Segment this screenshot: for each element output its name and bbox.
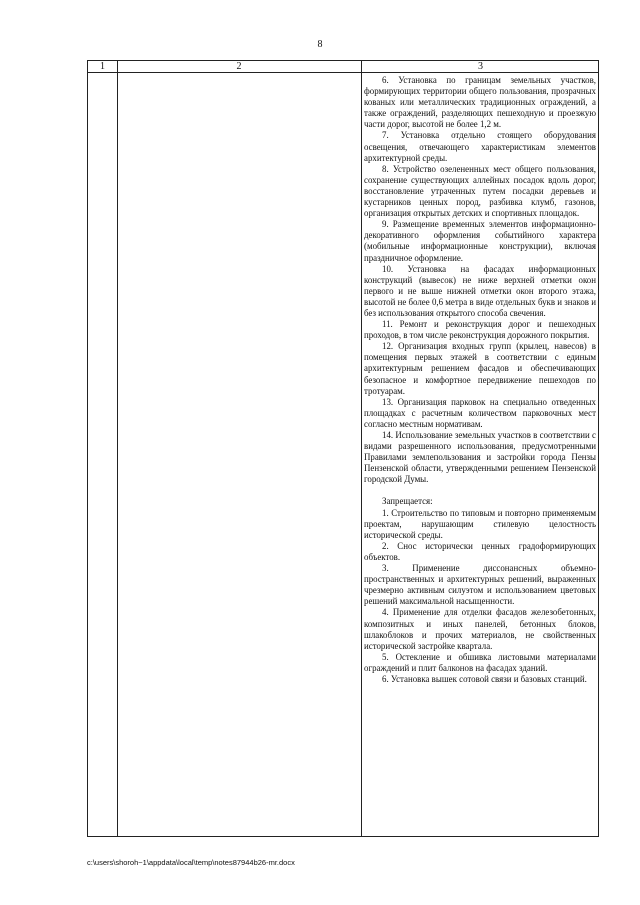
file-path-footer: c:\users\shoroh~1\appdata\local\temp\notes87944b26-mr.docx — [87, 858, 295, 867]
column-divider — [117, 61, 118, 836]
permitted-item: 7. Установка отдельно стоящего оборудования освещения, отвечающего характеристикам элементов архитектурной среды. — [364, 130, 596, 163]
header-col-1: 1 — [100, 61, 105, 72]
table-header-row — [88, 61, 598, 73]
prohibited-title: Запрещается: — [382, 496, 433, 507]
permitted-item: 11. Ремонт и реконструкция дорог и пешеходных проходов, в том числе реконструкция дорожного покрытия. — [364, 319, 596, 341]
permitted-item: 13. Организация парковок на специально отведенных площадках с расчетным количеством парковочных мест согласно местным нормативам. — [364, 396, 596, 429]
header-col-2: 2 — [236, 61, 242, 72]
header-col-3: 3 — [478, 61, 483, 72]
prohibited-item: 3. Применение диссонансных объемно-пространственных и архитектурных решений, выраженных чрезмерно активным силуэтом и использованием цветовых решений максимальной насыщенности. — [364, 563, 596, 607]
permitted-item: 10. Установка на фасадах информационных конструкций (вывесок) не ниже верхней отметки окон первого и не выше нижней отметки окон второго этажа, высотой не более 0,6 метра в виде отдельных букв и знаков и без использования открытого способа свечения. — [364, 263, 596, 318]
permitted-item: 6. Установка по границам земельных участков, формирующих территории общего пользования, прозрачных кованых или металлических традиционных ограждений, а также ограждений, разделяющих пешеходную и проезжую части дорог, высотой не более 1,2 м. — [364, 75, 596, 130]
regulations-table — [87, 60, 599, 837]
column-3-text — [364, 75, 596, 685]
permitted-item: 8. Устройство озелененных мест общего пользования, сохранение существующих аллейных посадок вдоль дорог, восстановление утраченных путем посадки деревьев и кустарников ценных пород, разбивка клумб, газонов, организация открытых детских и спортивных площадок. — [364, 163, 596, 219]
prohibited-item: 4. Применение для отделки фасадов железобетонных, композитных и иных панелей, бетонных блоков, шлакоблоков и прочих материалов, не свойственных исторической застройке квартала. — [364, 607, 596, 651]
column-divider — [361, 61, 362, 836]
permitted-item: 12. Организация входных групп (крылец, навесов) в помещения первых этажей в соответствии с единым архитектурным решением фасадов и обеспечивающих безопасное и комфортное передвижение пешеходов по тротуарам. — [364, 341, 596, 396]
prohibited-item: 2. Снос исторически ценных градоформирующих объектов. — [364, 540, 596, 562]
prohibited-item: 6. Установка вышек сотовой связи и базовых станций. — [382, 673, 587, 684]
prohibited-item: 5. Остекление и обшивка листовыми материалами ограждений и плит балконов на фасадах зданий. — [364, 651, 596, 673]
permitted-item: 9. Размещение временных элементов информационно-декоративного оформления событийного характера (мобильные информационные конструкции), включая праздничное оформление. — [364, 219, 596, 263]
page-number: 8 — [317, 39, 323, 50]
prohibited-item: 1. Строительство по типовым и повторно применяемым проектам, нарушающим стилевую целостность исторической среды. — [364, 507, 596, 540]
permitted-item: 14. Использование земельных участков в соответствии с видами разрешенного использования, предусмотренными Правилами землепользования и застройки города Пензы Пензенской области, утвержденными решением Пензенской городской Думы. — [364, 430, 596, 485]
